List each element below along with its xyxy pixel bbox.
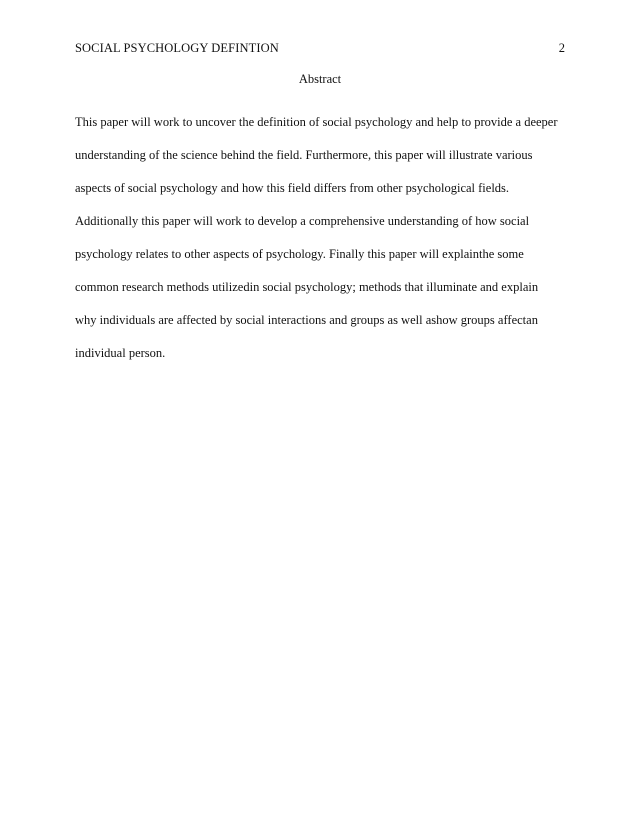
running-head: [75, 39, 565, 57]
abstract-line: This paper will work to uncover the definition of social psychology and help to provide a deeper: [75, 115, 558, 129]
abstract-body: [75, 106, 575, 370]
running-head-title: SOCIAL PSYCHOLOGY DEFINTION: [75, 41, 279, 55]
abstract-heading: Abstract: [298, 72, 342, 86]
abstract-line: common research methods utilizedin social psychology; methods that illuminate and explain: [75, 280, 539, 294]
page-number: 2: [558, 41, 565, 55]
abstract-line: aspects of social psychology and how this field differs from other psychological fields.: [75, 181, 510, 195]
abstract-line: individual person.: [75, 346, 166, 360]
abstract-line: understanding of the science behind the field. Furthermore, this paper will illustrate various: [75, 148, 533, 162]
abstract-line: psychology relates to other aspects of psychology. Finally this paper will explainthe some: [75, 247, 524, 261]
abstract-line: Additionally this paper will work to develop a comprehensive understanding of how social: [75, 214, 530, 228]
abstract-line: why individuals are affected by social interactions and groups as well ashow groups affectan: [75, 313, 538, 327]
